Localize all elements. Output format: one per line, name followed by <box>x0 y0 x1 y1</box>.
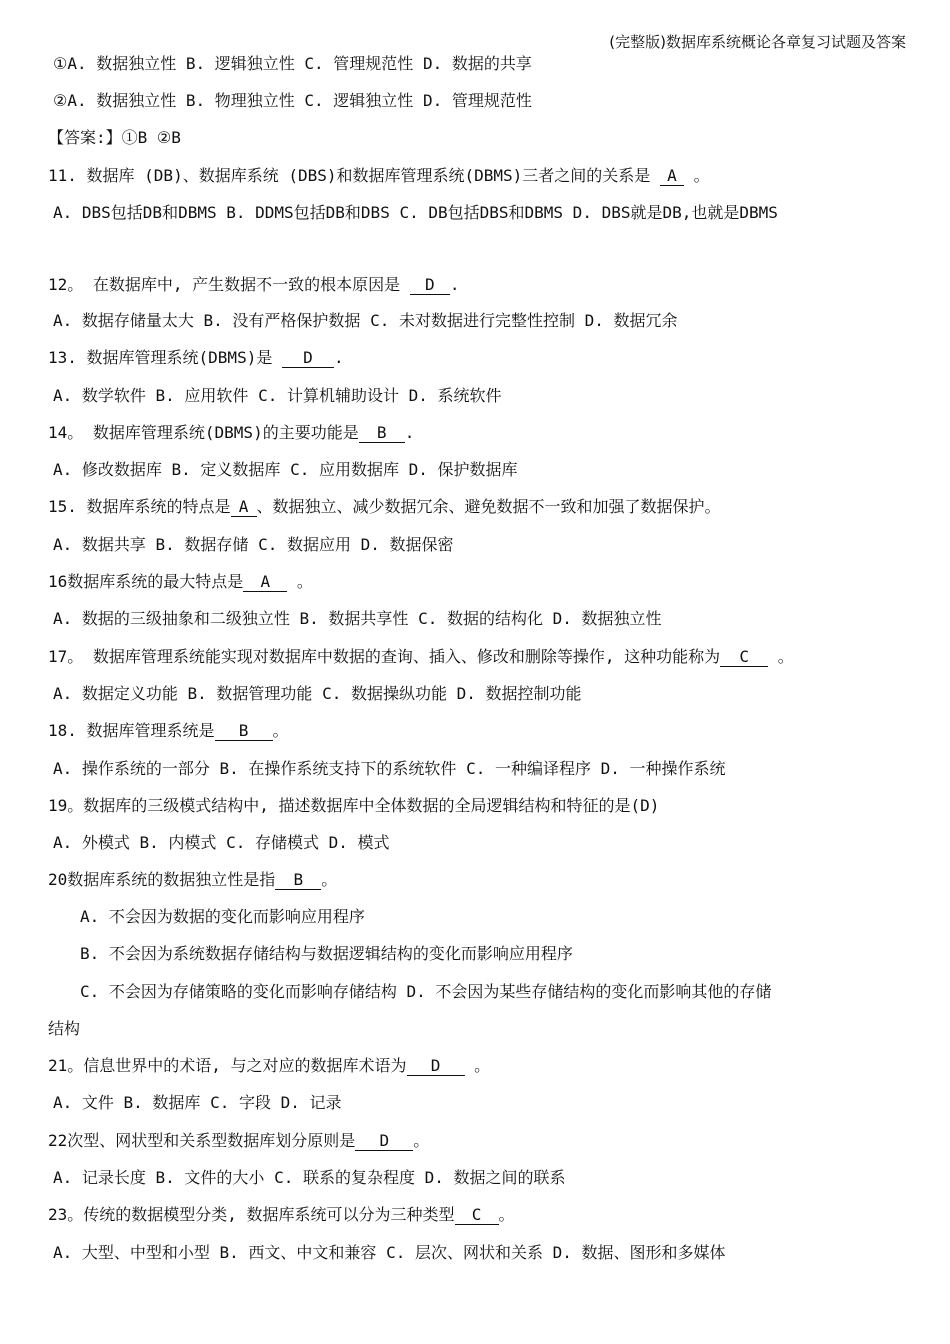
line-text: A. 数据定义功能 B. 数据管理功能 C. 数据操纵功能 D. 数据控制功能 <box>53 684 582 703</box>
text-line <box>48 423 414 443</box>
text-line <box>53 1168 566 1188</box>
text-line <box>48 572 313 592</box>
line-text: 12。 在数据库中, 产生数据不一致的根本原因是 <box>48 275 410 294</box>
text-line <box>53 311 678 331</box>
text-line <box>53 460 518 480</box>
text-line <box>53 684 582 704</box>
answer-blank: A <box>660 167 684 186</box>
text-line <box>48 647 794 667</box>
line-text: ②A. 数据独立性 B. 物理独立性 C. 逻辑独立性 D. 管理规范性 <box>53 91 532 110</box>
text-line <box>48 497 721 517</box>
text-line <box>48 721 289 741</box>
answer-blank: C <box>720 648 768 667</box>
line-text: 23。传统的数据模型分类, 数据库系统可以分为三种类型 <box>48 1205 455 1224</box>
line-text: 14。 数据库管理系统(DBMS)的主要功能是 <box>48 423 359 442</box>
line-text: 。 <box>683 166 710 185</box>
line-text: C. 不会因为存储策略的变化而影响存储结构 D. 不会因为某些存储结构的变化而影响其他的存储 <box>80 982 772 1001</box>
answer-blank: D <box>282 349 334 368</box>
line-text: 。 <box>464 1056 491 1075</box>
line-text: . <box>449 275 460 294</box>
line-text: A. 修改数据库 B. 定义数据库 C. 应用数据库 D. 保护数据库 <box>53 460 518 479</box>
text-line <box>53 91 532 111</box>
answer-blank: B <box>215 722 273 741</box>
line-text: 15. 数据库系统的特点是 <box>48 497 231 516</box>
line-text: 22次型、网状型和关系型数据库划分原则是 <box>48 1131 356 1150</box>
answer-blank: D <box>355 1132 413 1151</box>
line-text: 结构 <box>48 1019 81 1038</box>
line-text: 20数据库系统的数据独立性是指 <box>48 870 276 889</box>
line-text: 。 <box>768 647 794 666</box>
line-text: 。 <box>272 721 289 740</box>
line-text: 、数据独立、减少数据冗余、避免数据不一致和加强了数据保护。 <box>256 497 721 516</box>
line-text: 21。信息世界中的术语, 与之对应的数据库术语为 <box>48 1056 407 1075</box>
line-text: A. 数学软件 B. 应用软件 C. 计算机辅助设计 D. 系统软件 <box>53 386 502 405</box>
line-text: 19。数据库的三级模式结构中, 描述数据库中全体数据的全局逻辑结构和特征的是(D) <box>48 796 660 815</box>
line-text: 16数据库系统的最大特点是 <box>48 572 244 591</box>
line-text: . <box>333 348 344 367</box>
answer-blank: B <box>275 871 321 890</box>
text-line <box>48 796 659 816</box>
line-text: A. 操作系统的一部分 B. 在操作系统支持下的系统软件 C. 一种编译程序 D. 一种操作系统 <box>53 759 726 778</box>
line-text: A. 数据存储量太大 B. 没有严格保护数据 C. 未对数据进行完整性控制 D. 数据冗余 <box>53 311 678 330</box>
text-line <box>80 982 771 1002</box>
line-text: 17。 数据库管理系统能实现对数据库中数据的查询、插入、修改和删除等操作, 这种功能称为 <box>48 647 721 666</box>
answer-blank: A <box>231 498 257 517</box>
line-text: 【答案:】①B ②B <box>48 128 181 147</box>
text-line <box>53 1243 726 1263</box>
line-text: 13. 数据库管理系统(DBMS)是 <box>48 348 282 367</box>
text-line <box>80 907 365 927</box>
line-text: A. DBS包括DB和DBMS B. DDMS包括DB和DBS C. DB包括DBS和DBMS D. DBS就是DB,也就是DBMS <box>53 203 778 222</box>
line-text: ①A. 数据独立性 B. 逻辑独立性 C. 管理规范性 D. 数据的共享 <box>53 54 532 73</box>
line-text: 。 <box>413 1131 430 1150</box>
text-line <box>48 1019 80 1039</box>
text-line <box>53 609 662 629</box>
line-text: B. 不会因为系统数据存储结构与数据逻辑结构的变化而影响应用程序 <box>80 944 573 963</box>
line-text: 11. 数据库 (DB)、数据库系统 (DBS)和数据库管理系统(DBMS)三者之间的关系是 <box>48 166 660 185</box>
line-text: 。 <box>498 1205 515 1224</box>
line-text: A. 外模式 B. 内模式 C. 存储模式 D. 模式 <box>53 833 390 852</box>
line-text: A. 不会因为数据的变化而影响应用程序 <box>80 907 365 926</box>
line-text: . <box>404 423 415 442</box>
text-line <box>53 759 726 779</box>
answer-blank: B <box>359 424 405 443</box>
line-text: A. 大型、中型和小型 B. 西文、中文和兼容 C. 层次、网状和关系 D. 数据、图形和多媒体 <box>53 1243 726 1262</box>
text-line <box>48 275 459 295</box>
line-text: A. 文件 B. 数据库 C. 字段 D. 记录 <box>53 1093 342 1112</box>
text-line <box>48 1056 490 1076</box>
line-text: 。 <box>287 572 313 591</box>
line-text: A. 记录长度 B. 文件的大小 C. 联系的复杂程度 D. 数据之间的联系 <box>53 1168 566 1187</box>
text-line <box>48 1205 515 1225</box>
answer-blank: C <box>455 1206 499 1225</box>
text-line <box>48 166 710 186</box>
text-line <box>53 54 532 74</box>
answer-blank: D <box>410 276 450 295</box>
answer-blank: A <box>243 573 287 592</box>
line-text: A. 数据的三级抽象和二级独立性 B. 数据共享性 C. 数据的结构化 D. 数据独立性 <box>53 609 662 628</box>
text-line <box>48 870 337 890</box>
text-line <box>53 1093 342 1113</box>
text-line <box>48 128 181 148</box>
text-line <box>48 348 344 368</box>
answer-blank: D <box>407 1057 465 1076</box>
line-text: A. 数据共享 B. 数据存储 C. 数据应用 D. 数据保密 <box>53 535 454 554</box>
text-line <box>53 386 502 406</box>
document-header: (完整版)数据库系统概论各章复习试题及答案 <box>609 33 906 51</box>
text-line <box>80 944 573 964</box>
text-line <box>48 1131 429 1151</box>
text-line <box>53 203 778 223</box>
text-line <box>53 535 454 555</box>
line-text: 。 <box>321 870 338 889</box>
line-text: 18. 数据库管理系统是 <box>48 721 215 740</box>
text-line <box>53 833 390 853</box>
